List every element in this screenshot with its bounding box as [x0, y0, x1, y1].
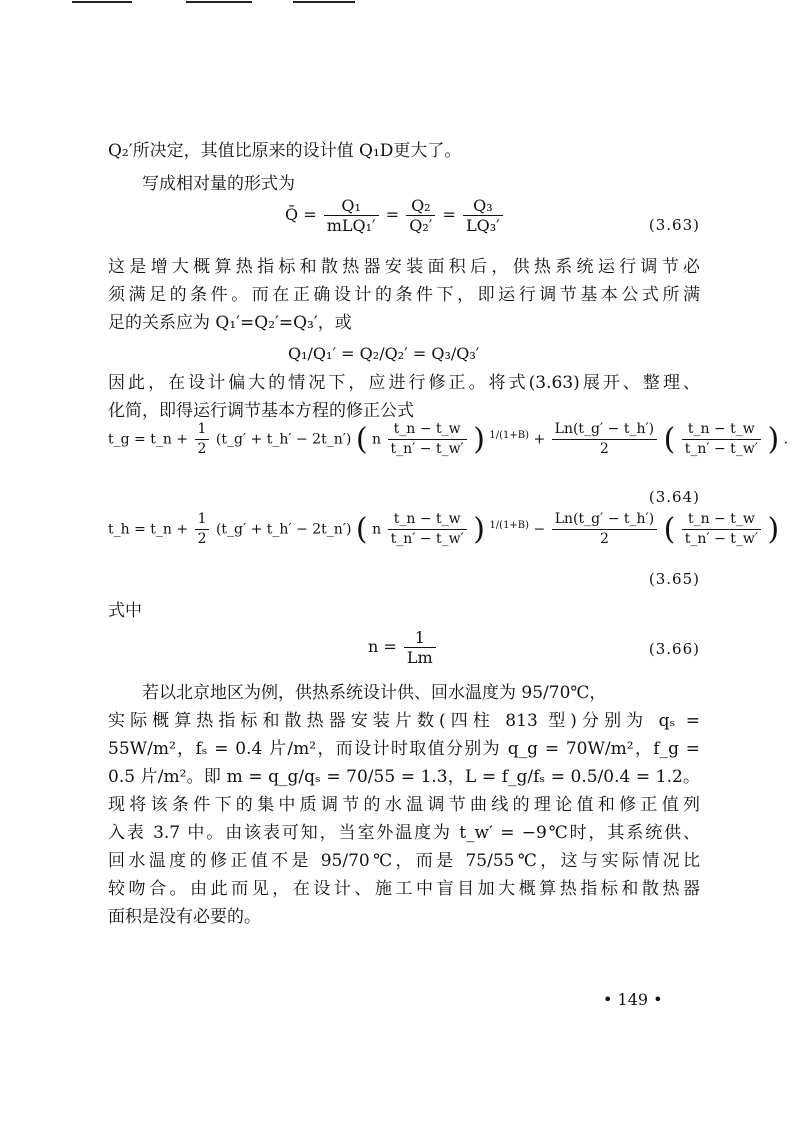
eq365-half-num: 1: [195, 510, 210, 530]
eq365-inner-n: n: [372, 521, 382, 538]
equation-number-3-64: (3.64): [648, 488, 700, 506]
top-rule-1: [72, 1, 132, 3]
para2-line-3: 55W/m²，fₛ = 0.4 片/m²，而设计时取值分别为 q_g = 70W/m²，f_g =: [108, 739, 700, 759]
eq363-frac-1: [324, 196, 379, 235]
para2-line-2: 实际概算热指标和散热器安装片数(四柱 813 型)分别为 qₛ =: [108, 711, 700, 731]
eq365-paren-open-1: (: [355, 512, 368, 547]
eq365-ratio2-den: t_n′ − t_w′: [684, 531, 759, 547]
eq364-inner-n: n: [372, 431, 382, 448]
eq364-paren-open-1: (: [355, 422, 368, 457]
eq365-minus: −: [533, 521, 546, 538]
eq365-lfrac: [552, 510, 657, 549]
equation-number-3-63: (3.63): [648, 216, 700, 234]
eq364-paren-close-1: ): [473, 422, 485, 457]
eq365-ratio-den: t_n′ − t_w′: [390, 531, 464, 547]
eq365-lfrac-den: 2: [599, 531, 609, 547]
equation-3-66: [368, 628, 438, 667]
eq366-lhs: n =: [368, 637, 397, 656]
eq364-paren-close-2: ): [767, 422, 780, 457]
eq364-ratio2-num: t_n − t_w: [682, 420, 761, 440]
page-number: • 149 •: [603, 990, 663, 1009]
text-line-4: 须满足的条件。而在正确设计的条件下，即运行调节基本公式所满: [108, 285, 700, 305]
equation-3-63: Q̄ = $\frac{\text{Q₁}}{\text{mLQ₁′}}$ = $\frac{\text{Q₂}}{\text{Q₂′}}$ = $\frac{\text{Q₃}}{\text{LQ₃′}}$: [285, 196, 505, 235]
eq364-ratio-2: [682, 420, 761, 459]
eq365-paren-close-2: ): [767, 512, 780, 547]
equation-number-3-66: (3.66): [648, 640, 700, 658]
eq363-f1-num: Q₁: [324, 196, 379, 216]
para2-line-7: 回水温度的修正值不是 95/70℃，而是 75/55℃，这与实际情况比: [108, 851, 700, 871]
eq363-f3-num: Q₃: [463, 196, 503, 216]
eq365-paren-close-1: ): [473, 512, 485, 547]
eq364-ratio2-den: t_n′ − t_w′: [684, 441, 758, 457]
eq365-ratio2-num: t_n − t_w: [682, 510, 761, 530]
text-line-5: 足的关系应为 Q₁′=Q₂′=Q₃′，或: [108, 313, 352, 333]
eq364-term1: (t_g′ + t_h′ − 2t_n′): [215, 431, 352, 448]
text-line-8: 式中: [108, 601, 142, 621]
para2-line-4: 0.5 片/m²。即 m = q_g/qₛ = 70/55 = 1.3，L = f_g/fₛ = 0.5/0.4 = 1.2。: [108, 767, 700, 787]
eq364-lhs: t_g = t_n +: [108, 431, 189, 448]
eq363-f2-den: Q₂′: [409, 216, 433, 235]
eq365-exponent: 1/(1+B): [489, 519, 530, 531]
eq363-f3-den: LQ₃′: [466, 216, 500, 235]
eq365-half: [195, 510, 210, 549]
eq366-frac: [404, 628, 436, 667]
eq364-lfrac: [552, 420, 657, 459]
text-line-2: 写成相对量的形式为: [142, 174, 295, 194]
eq363-f1-den: mLQ₁′: [326, 216, 376, 235]
para2-line-1: 若以北京地区为例，供热系统设计供、回水温度为 95/70℃，: [142, 683, 607, 703]
eq365-lhs: t_h = t_n +: [108, 521, 189, 538]
eq364-ratio-num: t_n − t_w: [388, 420, 467, 440]
equation-ratio: Q₁/Q₁′ = Q₂/Q₂′ = Q₃/Q₃′: [288, 344, 480, 363]
eq364-ratio: [388, 420, 467, 459]
text-line-6: 因此，在设计偏大的情况下，应进行修正。将式(3.63)展开、整理、: [108, 373, 700, 393]
eq364-plus: +: [533, 431, 546, 448]
eq365-half-den: 2: [197, 531, 207, 547]
eq364-end: .: [783, 431, 789, 448]
eq366-den: Lm: [406, 648, 433, 667]
eq364-half-num: 1: [195, 420, 210, 440]
eq366-num: 1: [404, 628, 436, 648]
eq364-half: [195, 420, 210, 459]
para2-line-6: 入表 3.7 中。由该表可知，当室外温度为 t_w′ = −9℃时，其系统供、: [108, 823, 700, 843]
para2-line-5: 现将该条件下的集中质调节的水温调节曲线的理论值和修正值列: [108, 795, 700, 815]
text-line-7: 化简，即得运行调节基本方程的修正公式: [108, 401, 414, 421]
equation-number-3-65: (3.65): [648, 570, 700, 588]
eq365-ratio: [388, 510, 467, 549]
para2-line-9: 面积是没有必要的。: [108, 907, 261, 927]
eq365-term1: (t_g′ + t_h′ − 2t_n′): [215, 521, 352, 538]
top-rule-3: [293, 1, 355, 3]
top-rule-2: [186, 1, 252, 3]
eq365-ratio-num: t_n − t_w: [388, 510, 467, 530]
para2-line-8: 较吻合。由此而见，在设计、施工中盲目加大概算热指标和散热器: [108, 879, 700, 899]
equation-3-64: [108, 420, 788, 459]
eq365-lfrac-num: Ln(t_g′ − t_h′): [552, 510, 657, 530]
eq363-f2-num: Q₂: [406, 196, 435, 216]
eq363-frac-3: [463, 196, 503, 235]
text-line-1: Q₂′所决定，其值比原来的设计值 Q₁D更大了。: [108, 141, 462, 161]
eq364-half-den: 2: [197, 441, 207, 457]
eq365-ratio-2: [682, 510, 761, 549]
text-line-3: 这是增大概算热指标和散热器安装面积后，供热系统运行调节必: [108, 257, 700, 277]
eq365-paren-open-2: (: [663, 512, 676, 547]
equation-3-65: [108, 510, 779, 549]
eq364-lfrac-den: 2: [599, 441, 609, 457]
eq363-lhs: Q̄ =: [285, 205, 317, 224]
eq363-frac-2: [406, 196, 435, 235]
eq364-exponent: 1/(1+B): [489, 429, 529, 441]
eq364-lfrac-num: Ln(t_g′ − t_h′): [552, 420, 657, 440]
eq364-ratio-den: t_n′ − t_w′: [390, 441, 464, 457]
eq364-paren-open-2: (: [663, 422, 676, 457]
